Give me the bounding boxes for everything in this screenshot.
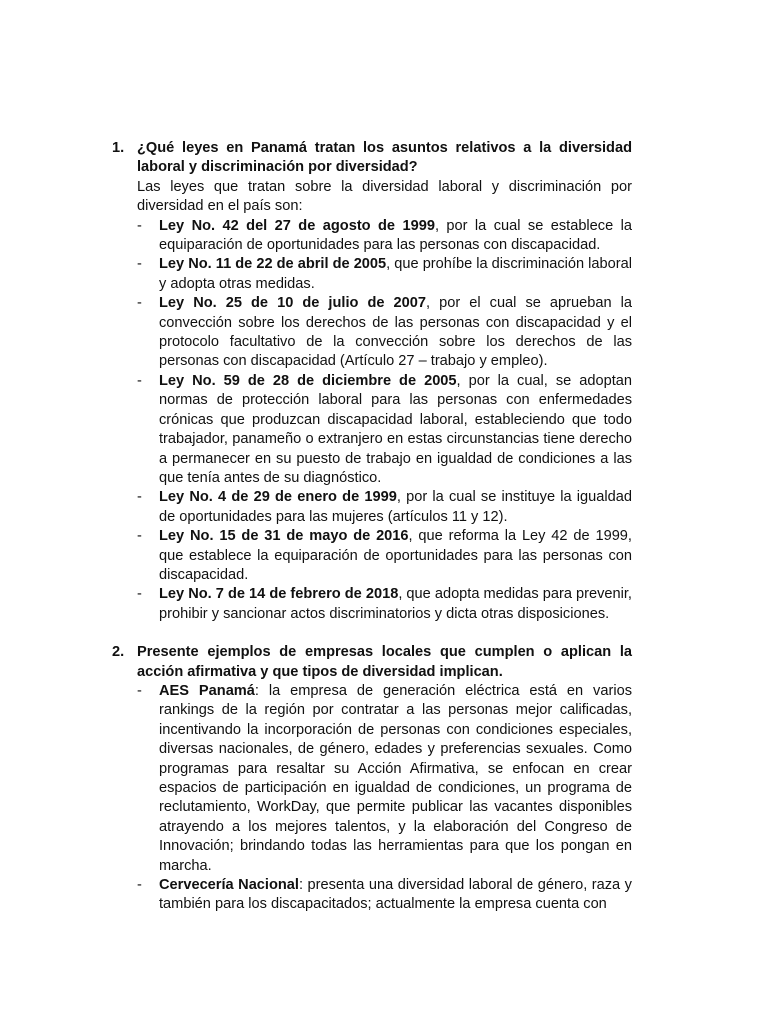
list-dash: - [137,372,142,389]
question-section-2 [112,643,632,915]
law-list [137,217,632,625]
law-title: Ley No. 59 de 28 de diciembre de 2005 [159,372,457,389]
list-dash: - [137,489,142,506]
company-list [137,682,632,915]
company-name: Cervecería Nacional [159,877,299,894]
list-item [137,372,632,488]
question-number: 2. [112,644,125,661]
law-description: , por la cual, se adoptan normas de protección laboral para las personas con enfermedades crónicas que produzcan discapacidad laboral, estableciendo que todo trabajador, panameño o extranjero en estas circunstancias tiene derecho a permanecer en su puesto de trabajo en igualdad de condiciones a las que tenía antes de su diagnóstico. [159,372,632,486]
law-description: , que adopta medidas para prevenir, prohibir y sancionar actos discriminatorios y dicta otras disposiciones. [159,586,632,622]
list-dash: - [137,256,142,273]
company-description: : presenta una diversidad laboral de género, raza y también para los discapacitados; actualmente la empresa cuenta con [159,877,632,913]
list-item [137,876,632,915]
law-description: , que reforma la Ley 42 de 1999, que establece la equiparación de oportunidades para las personas con discapacidad. [159,528,632,583]
list-dash: - [137,877,142,894]
law-title: Ley No. 7 de 14 de febrero de 2018 [159,586,399,603]
law-description: , por el cual se aprueban la convección sobre los derechos de las personas con discapacidad y el protocolo facultativo de la convección sobre los derechos de las personas con discapacidad (Artículo 27 – trabajo y empleo). [159,295,632,370]
question-heading: Presente ejemplos de empresas locales que cumplen o aplican la acción afirmativa y que tipos de diversidad implican. [137,644,632,680]
list-dash: - [137,586,142,603]
list-dash: - [137,295,142,312]
law-title: Ley No. 42 del 27 de agosto de 1999 [159,217,435,234]
list-item [137,682,632,876]
list-dash: - [137,528,142,545]
list-item [137,217,632,256]
question-number: 1. [112,140,125,156]
list-item [137,294,632,372]
question-heading: ¿Qué leyes en Panamá tratan los asuntos relativos a la diversidad laboral y discriminación por diversidad? [137,140,632,176]
list-dash: - [137,682,142,699]
document-content [112,139,632,915]
company-name: AES Panamá [159,682,255,699]
law-title: Ley No. 25 de 10 de julio de 2007 [159,295,427,312]
law-description: , por la cual se establece la equiparación de oportunidades para las personas con discapacidad. [159,217,632,254]
list-dash: - [137,217,142,234]
intro-paragraph: Las leyes que tratan sobre la diversidad laboral y discriminación por diversidad en el país son: [137,178,632,215]
company-description: : la empresa de generación eléctrica está en varios rankings de la región por contratar a las personas mejor calificadas, incentivando la incorporación de personas con condiciones especiales, diversas nacionales, de género, edades y preferencias sexuales. Como programas para resaltar su Acción Afirmativa, se enfocan en crear espacios de participación en igualdad de condiciones, un programa de reclutamiento, WorkDay, que permite publicar las vacantes disponibles atrayendo a los mejores talentos, y la elaboración del Congreso de Innovación; brindando todas las herramientas para que los pongan en marcha. [159,682,632,874]
law-title: Ley No. 15 de 31 de mayo de 2016 [159,528,409,545]
law-description: , por la cual se instituye la igualdad de oportunidades para las mujeres (artículos 11 y 12). [159,489,632,525]
list-item [137,585,632,624]
law-description: , que prohíbe la discriminación laboral y adopta otras medidas. [159,256,632,292]
list-item [137,488,632,527]
list-item [137,527,632,585]
question-section-1 [112,139,632,624]
law-title: Ley No. 11 de 22 de abril de 2005 [159,256,387,273]
law-title: Ley No. 4 de 29 de enero de 1999 [159,489,397,506]
list-item [137,255,632,294]
